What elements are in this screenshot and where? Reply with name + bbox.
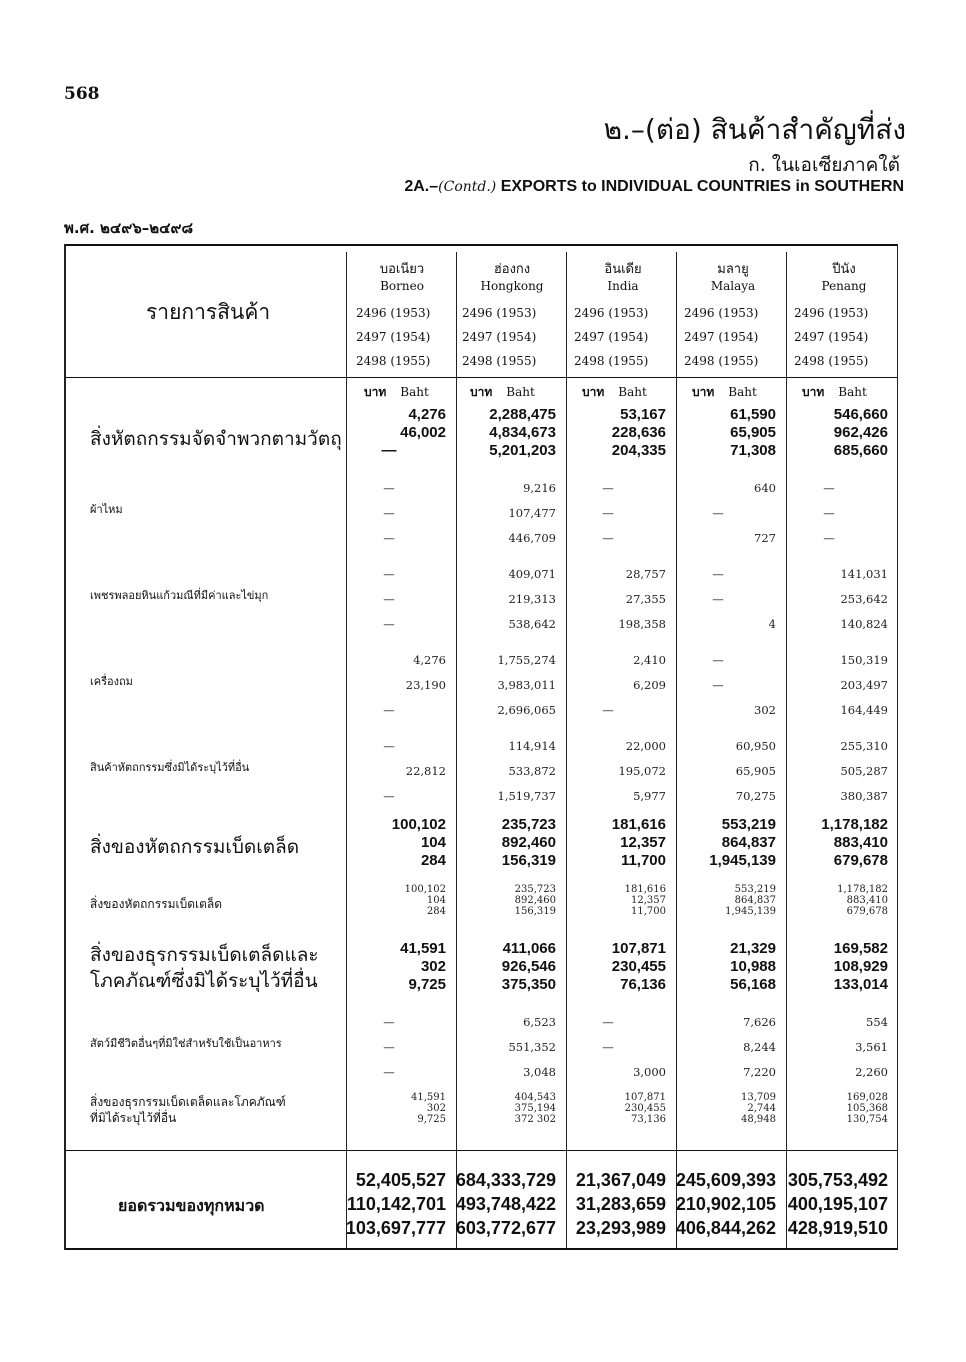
table-cell: 375,194 (514, 1103, 556, 1114)
table-cell: — (383, 789, 395, 803)
table-cell: 203,497 (840, 678, 888, 692)
table-cell: 104 (420, 834, 446, 851)
row-label-line2: ที่มิได้ระบุไว้ที่อื่น (90, 1111, 177, 1125)
table-cell: 156,319 (501, 852, 556, 869)
table-cell: 7,626 (743, 1015, 776, 1029)
table-cell: — (823, 481, 835, 495)
table-cell: 2,288,475 (489, 406, 556, 423)
table-cell: 553,219 (734, 884, 776, 895)
table-cell: 551,352 (508, 1040, 556, 1054)
title-contd: (Contd.) (438, 179, 497, 195)
table-cell: 12,357 (620, 834, 666, 851)
unit-thai: บาท (692, 385, 715, 399)
table-cell: 13,709 (741, 1092, 776, 1103)
table-cell: 1,945,139 (709, 852, 776, 869)
table-cell: 2,744 (747, 1103, 776, 1114)
table-cell: 554 (866, 1015, 888, 1029)
table-cell: 76,136 (620, 976, 666, 993)
table-cell: — (383, 506, 395, 520)
row-label-line2: โภคภัณฑ์ซึ่งมิได้ระบุไว้ที่อื่น (90, 970, 318, 992)
table-cell: 108,929 (833, 958, 888, 975)
table-cell: 8,244 (743, 1040, 776, 1054)
table-cell: 70,275 (735, 789, 776, 803)
table-cell: — (383, 1015, 395, 1029)
table-cell: 6,209 (633, 678, 666, 692)
row-label: สิ่งของธุรกรรมเบ็ดเตล็ดและ (90, 944, 319, 966)
column-header-borneo (352, 262, 452, 294)
year-label: 2496 (1953) (356, 306, 431, 320)
table-cell: 130,754 (846, 1114, 888, 1125)
table-left-edge (64, 244, 66, 1250)
total-cell: 603,772,677 (455, 1218, 556, 1238)
year-range: พ.ศ. ๒๔๙๖–๒๔๙๘ (64, 219, 194, 237)
total-cell: 684,333,729 (455, 1170, 556, 1190)
table-cell: 679,678 (846, 906, 888, 917)
table-cell: 235,723 (501, 816, 556, 833)
table-cell: 219,313 (508, 592, 556, 606)
row-label: สิ่งของหัตถกรรมเบ็ดเตล็ด (90, 836, 300, 858)
table-cell: 107,477 (508, 506, 556, 520)
column-header-english: Borneo (380, 279, 424, 293)
table-cell: 230,455 (624, 1103, 666, 1114)
row-label: สิ่งหัตถกรรมจัดจำพวกตามวัตถุ (90, 428, 342, 450)
table-cell: 302 (754, 703, 776, 717)
table-cell: 181,616 (624, 884, 666, 895)
table-cell: 883,410 (846, 895, 888, 906)
table-cell: 100,102 (404, 884, 446, 895)
table-cell: 141,031 (840, 567, 888, 581)
table-cell: 380,387 (840, 789, 888, 803)
table-cell: 375,350 (501, 976, 556, 993)
total-cell: 245,609,393 (675, 1170, 776, 1190)
total-cell: 428,919,510 (787, 1218, 888, 1238)
table-cell: 105,368 (846, 1103, 888, 1114)
table-cell: 302 (420, 958, 446, 975)
total-cell: 31,283,659 (575, 1194, 666, 1214)
table-cell: 48,948 (741, 1114, 776, 1125)
table-cell: 195,072 (618, 764, 666, 778)
unit-english: Baht (400, 385, 429, 399)
table-cell: — (383, 703, 395, 717)
unit-english: Baht (618, 385, 647, 399)
unit-label (582, 383, 647, 402)
year-label: 2497 (1954) (794, 330, 869, 344)
table-bottom-rule (64, 1248, 898, 1250)
table-cell: — (712, 506, 724, 520)
column-header-english: Malaya (710, 279, 756, 293)
page-title-english (404, 178, 904, 196)
year-label: 2497 (1954) (356, 330, 431, 344)
page-title-thai: ๒.–(ต่อ) สินค้าสำคัญที่ส่ง (603, 113, 906, 146)
table-cell: 114,914 (508, 739, 556, 753)
table-cell: 553,219 (721, 816, 776, 833)
table-cell: 4 (768, 617, 776, 631)
total-top-rule (64, 1150, 898, 1151)
table-cell: 1,519,737 (497, 789, 556, 803)
table-cell: — (602, 531, 614, 545)
year-label: 2498 (1955) (356, 354, 431, 368)
table-cell: — (602, 481, 614, 495)
table-cell: — (602, 703, 614, 717)
title-text: EXPORTS to INDIVIDUAL COUNTRIES in SOUTHERN (496, 178, 904, 195)
table-cell: 156,319 (514, 906, 556, 917)
total-cell: 305,753,492 (787, 1170, 888, 1190)
table-cell: 926,546 (501, 958, 556, 975)
table-cell: 11,700 (620, 852, 666, 869)
table-cell: 41,591 (400, 940, 446, 957)
table-cell: 3,983,011 (497, 678, 556, 692)
table-cell: 11,700 (631, 906, 666, 917)
table-cell: — (383, 592, 395, 606)
table-cell: 140,824 (840, 617, 888, 631)
table-right-edge (897, 244, 898, 1250)
table-cell: 21,329 (730, 940, 776, 957)
table-cell: — (823, 531, 835, 545)
table-cell: — (383, 531, 395, 545)
total-cell: 110,142,701 (346, 1194, 446, 1214)
table-cell: — (712, 592, 724, 606)
year-label: 2497 (1954) (574, 330, 649, 344)
column-header-thai: อินเดีย (604, 262, 642, 277)
table-cell: 9,725 (417, 1114, 446, 1125)
year-label: 2498 (1955) (684, 354, 759, 368)
table-cell: 5,201,203 (489, 442, 556, 459)
table-top-rule (64, 244, 898, 246)
table-cell: 53,167 (620, 406, 666, 423)
unit-label (470, 383, 535, 402)
page-subtitle-thai: ก. ในเอเซียภาคใต้ (748, 154, 900, 176)
column-header-hongkong (458, 262, 566, 294)
table-cell: 65,905 (735, 764, 776, 778)
table-cell: 9,216 (523, 481, 556, 495)
total-cell: 103,697,777 (345, 1218, 446, 1238)
table-cell: 3,000 (633, 1065, 666, 1079)
year-label: 2496 (1953) (462, 306, 537, 320)
table-cell: 1,755,274 (497, 653, 556, 667)
total-label: ยอดรวมของทุกหมวด (118, 1196, 265, 1215)
table-cell: 235,723 (514, 884, 556, 895)
year-label: 2498 (1955) (794, 354, 869, 368)
column-header-thai: ฮ่องกง (493, 262, 531, 277)
table-cell: — (383, 567, 395, 581)
table-cell: — (602, 1040, 614, 1054)
table-cell: 533,872 (508, 764, 556, 778)
table-cell: 1,178,182 (821, 816, 888, 833)
unit-label (364, 383, 429, 402)
table-cell: — (712, 678, 724, 692)
table-cell: 2,260 (855, 1065, 888, 1079)
table-cell: 71,308 (730, 442, 776, 459)
table-cell: 5,977 (633, 789, 666, 803)
table-cell: 2,410 (633, 653, 666, 667)
unit-english: Baht (728, 385, 757, 399)
table-cell: 864,837 (734, 895, 776, 906)
year-label: 2497 (1954) (684, 330, 759, 344)
table-cell: 284 (426, 906, 446, 917)
row-label: ผ้าไหม (90, 503, 123, 516)
page-number: 568 (64, 84, 100, 104)
column-header-thai: บอเนียว (379, 262, 425, 277)
table-cell: — (712, 567, 724, 581)
table-cell: 4,276 (413, 653, 446, 667)
row-label: สัตว์มีชีวิตอื่นๆที่มิใช่สำหรับใช้เป็นอาหาร (90, 1037, 282, 1050)
table-cell: — (381, 442, 397, 459)
unit-thai: บาท (802, 385, 825, 399)
table-cell: 41,591 (411, 1092, 446, 1103)
table-cell: 198,358 (618, 617, 666, 631)
column-header-thai: มลายู (717, 262, 749, 277)
table-cell: 181,616 (611, 816, 666, 833)
column-header-thai: ปีนัง (832, 262, 856, 277)
table-cell: 204,335 (611, 442, 666, 459)
row-label: สิ่งของหัตถกรรมเบ็ดเตล็ด (90, 897, 223, 911)
table-cell: — (712, 653, 724, 667)
table-cell: — (383, 1065, 395, 1079)
unit-thai: บาท (470, 385, 493, 399)
table-cell: 100,102 (391, 816, 446, 833)
table-cell: — (602, 506, 614, 520)
table-cell: 23,190 (405, 678, 446, 692)
column-divider (456, 252, 457, 1248)
item-column-header: รายการสินค้า (146, 300, 271, 324)
table-cell: — (823, 506, 835, 520)
unit-english: Baht (506, 385, 535, 399)
table-cell: 962,426 (833, 424, 888, 441)
year-label: 2498 (1955) (462, 354, 537, 368)
table-cell: — (383, 739, 395, 753)
table-cell: 727 (754, 531, 776, 545)
row-label: สิ่งของธุรกรรมเบ็ดเตล็ดและโภคภัณฑ์ (90, 1095, 286, 1109)
total-cell: 210,902,105 (675, 1194, 776, 1214)
unit-label (802, 383, 867, 402)
column-divider (786, 252, 787, 1248)
table-cell: 1,945,139 (725, 906, 776, 917)
table-cell: 546,660 (833, 406, 888, 423)
column-divider (346, 252, 347, 1248)
table-cell: 46,002 (400, 424, 446, 441)
table-cell: 73,136 (631, 1114, 666, 1125)
table-cell: 505,287 (840, 764, 888, 778)
table-cell: 883,410 (833, 834, 888, 851)
table-cell: 404,543 (514, 1092, 556, 1103)
table-cell: 679,678 (833, 852, 888, 869)
table-cell: 302 (426, 1103, 446, 1114)
table-cell: 104 (426, 895, 446, 906)
table-cell: 255,310 (840, 739, 888, 753)
table-cell: 164,449 (840, 703, 888, 717)
table-cell: 65,905 (730, 424, 776, 441)
table-cell: 169,028 (846, 1092, 888, 1103)
column-divider (566, 252, 567, 1248)
table-cell: — (383, 481, 395, 495)
title-code: 2A.– (404, 178, 439, 195)
table-cell: 372 302 (514, 1114, 556, 1125)
column-divider (676, 252, 677, 1248)
table-cell: 864,837 (721, 834, 776, 851)
table-cell: 253,642 (840, 592, 888, 606)
year-label: 2497 (1954) (462, 330, 537, 344)
table-cell: 411,066 (502, 940, 556, 957)
table-cell: 56,168 (730, 976, 776, 993)
table-cell: 284 (420, 852, 446, 869)
total-cell: 400,195,107 (787, 1194, 888, 1214)
row-label: สินค้าหัตถกรรมซึ่งมิได้ระบุไว้ที่อื่น (90, 761, 250, 774)
table-cell: — (602, 1015, 614, 1029)
table-cell: 409,071 (508, 567, 556, 581)
table-cell: 150,319 (840, 653, 888, 667)
total-cell: 23,293,989 (575, 1218, 666, 1238)
table-cell: 2,696,065 (497, 703, 556, 717)
table-cell: 9,725 (408, 976, 446, 993)
unit-label (692, 383, 757, 402)
table-cell: 1,178,182 (837, 884, 888, 895)
table-cell: 6,523 (523, 1015, 556, 1029)
total-cell: 52,405,527 (355, 1170, 446, 1190)
table-cell: 685,660 (833, 442, 888, 459)
row-label: เครื่องถม (90, 675, 133, 688)
column-header-malaya (680, 262, 786, 294)
year-label: 2496 (1953) (794, 306, 869, 320)
row-label: เพชรพลอยหินแก้วมณีที่มีค่าและไข่มุก (90, 589, 269, 602)
table-cell: 230,455 (611, 958, 666, 975)
table-cell: 4,276 (408, 406, 446, 423)
table-cell: 107,871 (611, 940, 666, 957)
table-cell: 640 (754, 481, 776, 495)
table-cell: 3,048 (523, 1065, 556, 1079)
year-label: 2496 (1953) (574, 306, 649, 320)
table-cell: 446,709 (508, 531, 556, 545)
total-cell: 406,844,262 (675, 1218, 776, 1238)
header-bottom-rule (64, 377, 898, 378)
table-cell: 27,355 (625, 592, 666, 606)
table-cell: 22,000 (625, 739, 666, 753)
year-label: 2498 (1955) (574, 354, 649, 368)
table-cell: 892,460 (514, 895, 556, 906)
column-header-english: India (607, 279, 639, 293)
table-cell: 7,220 (743, 1065, 776, 1079)
year-label: 2496 (1953) (684, 306, 759, 320)
table-cell: 169,582 (833, 940, 888, 957)
table-cell: 61,590 (730, 406, 776, 423)
table-cell: 892,460 (501, 834, 556, 851)
table-cell: 4,834,673 (489, 424, 556, 441)
column-header-english: Penang (821, 279, 867, 293)
column-header-india (570, 262, 676, 294)
unit-thai: บาท (582, 385, 605, 399)
table-cell: 228,636 (611, 424, 666, 441)
table-cell: 12,357 (631, 895, 666, 906)
table-cell: 538,642 (508, 617, 556, 631)
table-cell: 60,950 (735, 739, 776, 753)
table-cell: — (383, 1040, 395, 1054)
table-cell: 3,561 (855, 1040, 888, 1054)
column-header-english: Hongkong (480, 279, 544, 293)
table-cell: 133,014 (833, 976, 888, 993)
total-cell: 493,748,422 (455, 1194, 556, 1214)
table-cell: 22,812 (405, 764, 446, 778)
column-header-penang (790, 262, 898, 294)
unit-english: Baht (838, 385, 867, 399)
table-cell: 107,871 (624, 1092, 666, 1103)
table-cell: 28,757 (625, 567, 666, 581)
unit-thai: บาท (364, 385, 387, 399)
table-cell: 10,988 (730, 958, 776, 975)
table-cell: — (383, 617, 395, 631)
total-cell: 21,367,049 (575, 1170, 666, 1190)
